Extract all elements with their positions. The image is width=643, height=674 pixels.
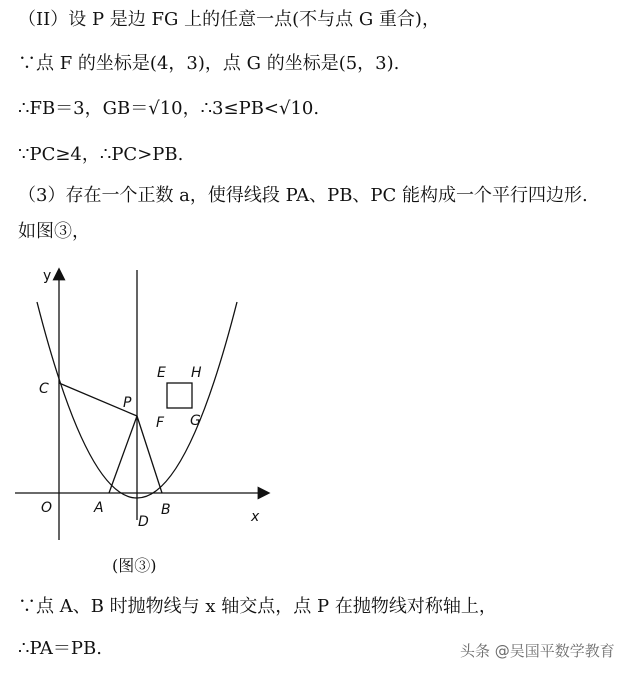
label-p: P [123, 395, 132, 411]
watermark: 头条 @吴国平数学教育 [460, 642, 615, 660]
label-b: B [161, 502, 171, 518]
label-h: H [191, 365, 202, 381]
square-efgh [167, 383, 192, 408]
text-line-2: ∵点 F 的坐标是(4，3)，点 G 的坐标是(5，3). [18, 53, 400, 74]
label-o: O [41, 500, 53, 516]
text-line-7: ∵点 A、B 时抛物线与 x 轴交点，点 P 在抛物线对称轴上， [18, 596, 497, 617]
label-f: F [156, 415, 165, 431]
text-line-4: ∵PC≥4，∴PC>PB. [18, 144, 184, 165]
label-c: C [39, 381, 49, 397]
text-line-1: （II）设 P 是边 FG 上的任意一点(不与点 G 重合)， [18, 9, 440, 30]
label-e: E [157, 365, 166, 381]
figure-diagram [10, 262, 280, 547]
text-line-5: （3）存在一个正数 a，使得线段 PA、PB、PC 能构成一个平行四边形. [18, 185, 588, 206]
text-line-3: ∴FB＝3，GB＝√10，∴3≤PB<√10. [18, 98, 320, 119]
label-a: A [94, 500, 104, 516]
label-x: x [251, 509, 260, 525]
label-d: D [138, 514, 149, 530]
label-g: G [190, 413, 201, 429]
text-line-6: 如图③， [18, 221, 90, 242]
text-line-8: ∴PA＝PB. [18, 638, 102, 659]
segment-pa [109, 416, 137, 493]
figure-caption: (图③) [112, 556, 157, 575]
label-y: y [43, 268, 52, 284]
